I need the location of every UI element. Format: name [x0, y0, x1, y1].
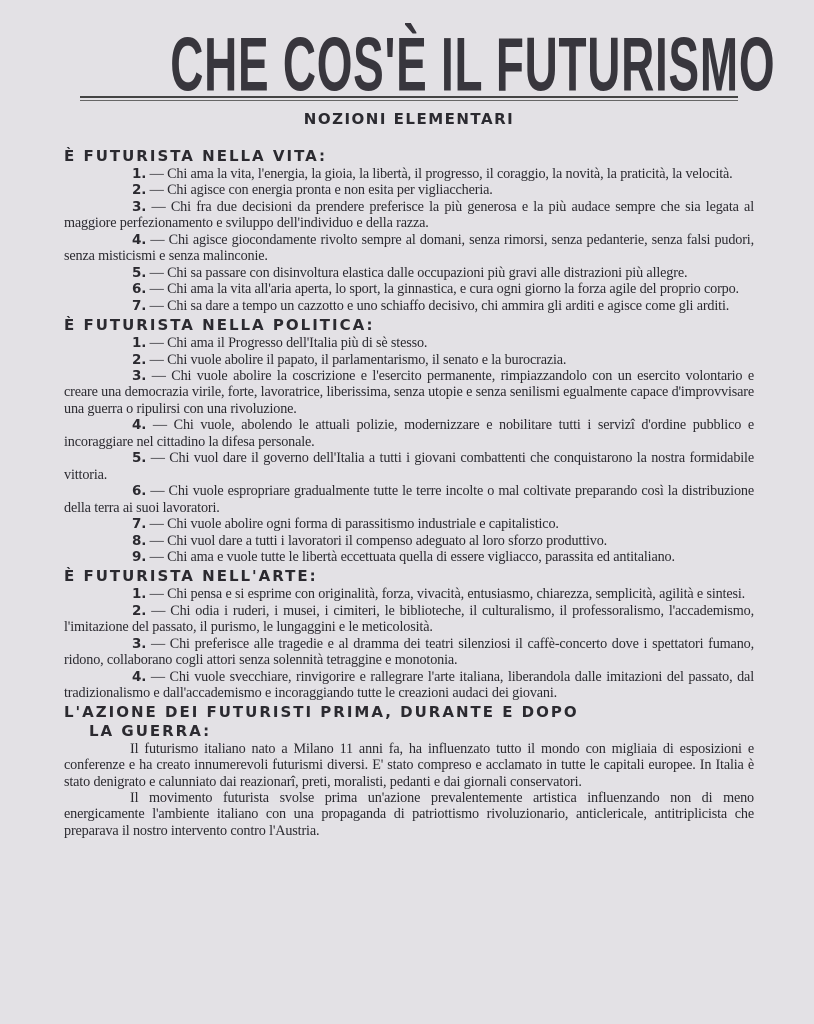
item-text: — Chi ama e vuole tutte le libertà eccettuata quella di essere vigliacco, parassita ed antitaliano.: [146, 548, 675, 565]
poster-subtitle: NOZIONI ELEMENTARI: [303, 110, 515, 128]
item-number: 3.: [132, 367, 147, 384]
list-item: [64, 450, 754, 483]
item-number: 6.: [132, 483, 147, 500]
item-number: 5.: [132, 450, 147, 467]
section-arte: [64, 566, 754, 701]
item-text: — Chi vuole svecchiare, rinvigorire e rallegrare l'arte italiana, liberandola dalle imitazioni del passato, dal tradizionalismo e dall'accademismo e incoraggiando tutte le creazioni audaci dei giovani.: [64, 668, 754, 702]
poster-title: CHE COS'È IL FUTURISMO: [170, 23, 776, 108]
section-heading: L'AZIONE DEI FUTURISTI PRIMA, DURANTE E DOPO LA GUERRA:: [64, 702, 579, 740]
item-text: — Chi ama la vita all'aria aperta, lo sport, la ginnastica, e cura ogni giorno la forza agile del proprio corpo.: [146, 281, 739, 298]
list-item: [64, 232, 754, 265]
list-item: [64, 636, 754, 669]
item-number: 3.: [132, 198, 147, 215]
item-text: — Chi agisce giocondamente rivolto sempre al domani, senza rimorsi, senza pedanterie, senza falsi pudori, senza misticismi e senza malinconie.: [64, 231, 754, 265]
section-azione: [64, 703, 754, 840]
list-item: [64, 549, 754, 565]
poster-body: [64, 146, 754, 840]
item-text: — Chi sa passare con disinvoltura elastica dalle occupazioni più gravi alle distrazioni più allegre.: [146, 264, 688, 281]
list-item: [64, 281, 754, 297]
item-number: 2.: [132, 602, 147, 619]
list-item: [64, 533, 754, 549]
list-item: [64, 199, 754, 232]
section-politica: [64, 315, 754, 565]
item-text: — Chi vuole, abolendo le attuali polizie, modernizzare e nobilitare tutti i servizî d'ordine pubblico e incoraggiare nel cittadino la difesa personale.: [64, 417, 754, 450]
item-text: — Chi ama il Progresso dell'Italia più di sè stesso.: [146, 335, 428, 352]
section-heading: È FUTURISTA NELLA POLITICA:: [64, 316, 375, 335]
item-text: — Chi vuole abolire ogni forma di parassitismo industriale e capitalistico.: [146, 516, 559, 533]
list-item: [64, 417, 754, 450]
item-text: — Chi vuol dare il governo dell'Italia a tutti i giovani combattenti che conquistarono la nostra formidabile vittoria.: [64, 450, 754, 483]
item-number: 4.: [132, 231, 147, 248]
item-number: 6.: [132, 281, 147, 298]
item-number: 4.: [132, 668, 147, 685]
sections: [64, 146, 754, 702]
list-item: [64, 368, 754, 417]
item-text: — Chi agisce con energia pronta e non esita per vigliaccheria.: [146, 182, 493, 199]
list-item: [64, 669, 754, 702]
title-rule: [80, 96, 738, 101]
section-heading: È FUTURISTA NELL'ARTE:: [64, 567, 318, 586]
list-item: [64, 298, 754, 314]
list-item: [64, 603, 754, 636]
item-text: — Chi vuole abolire il papato, il parlamentarismo, il senato e la burocrazia.: [146, 351, 567, 368]
paragraph: Il futurismo italiano nato a Milano 11 anni fa, ha influenzato tutto il mondo con migliaia di esposizioni e conferenze e ha creato innumerevoli futurismi diversi. E' stato compreso e acclamato in tutte le capitali europee. In Italia è stato denigrato e calunniato dai reazionarî, preti, moralisti, pedanti e dai giornali conservatori.: [64, 740, 754, 790]
list-item: [64, 352, 754, 368]
item-text: — Chi preferisce alle tragedie e al dramma dei teatri silenziosi il caffè-concerto dove i spettatori fumano, ridono, collaborano cogli attori senza solennità tetraggine e monotonia.: [64, 635, 754, 669]
list-item: [64, 335, 754, 351]
item-text: — Chi sa dare a tempo un cazzotto e uno schiaffo decisivo, chi ammira gli arditi e agisce come gli arditi.: [146, 297, 730, 314]
item-number: 9.: [132, 548, 147, 565]
list-item: [64, 516, 754, 532]
item-number: 2.: [132, 351, 147, 368]
list-item: [64, 166, 754, 182]
item-text: — Chi pensa e si esprime con originalità, forza, vivacità, entusiasmo, chiarezza, semplicità, agilità e sintesi.: [146, 586, 746, 603]
item-text: — Chi vuol dare a tutti i lavoratori il compenso adeguato al loro sforzo produttivo.: [146, 532, 608, 549]
item-number: 8.: [132, 532, 147, 549]
item-number: 7.: [132, 297, 147, 314]
section-vita: [64, 146, 754, 314]
item-number: 1.: [132, 166, 147, 182]
section-heading: È FUTURISTA NELLA VITA:: [64, 147, 328, 165]
paragraph: Il movimento futurista svolse prima un'azione prevalentemente artistica influenzando non di meno energicamente l'ambiente italiano con una propaganda di patriottismo rivoluzionario, anticlericale, antitriplicista che preparava il nostro intervento contro l'Austria.: [64, 789, 754, 839]
item-number: 1.: [132, 335, 147, 352]
item-number: 4.: [132, 417, 147, 434]
list-item: [64, 483, 754, 516]
list-item: [64, 586, 754, 602]
list-item: [64, 265, 754, 281]
item-text: — Chi vuole espropriare gradualmente tutte le terre incolte o mal coltivate preparando così la distribuzione della terra ai suoi lavoratori.: [64, 483, 754, 516]
item-number: 7.: [132, 516, 147, 533]
item-number: 5.: [132, 264, 147, 281]
item-text: — Chi odia i ruderi, i musei, i cimiteri, le biblioteche, il culturalismo, il professoralismo, l'accademismo, l'imitazione del passato, il purismo, le lungaggini e le meticolosità.: [64, 602, 754, 636]
item-text: — Chi vuole abolire la coscrizione e l'esercito permanente, rimpiazzandolo con un esercito volontario e creare una democrazia virile, forte, lavoratrice, liberissima, senza utopie e senza senilismi egualmente capace d'improvvisare una guerra o ripulirsi con una rivoluzione.: [64, 367, 754, 417]
item-text: — Chi ama la vita, l'energia, la gioia, la libertà, il progresso, il coraggio, la novità, la praticità, la velocità.: [146, 166, 733, 182]
item-number: 1.: [132, 586, 147, 603]
item-number: 3.: [132, 635, 147, 652]
item-text: — Chi fra due decisioni da prendere preferisce la più generosa e la più audace sempre che sia legata al maggiore perfezionamento e sviluppo dell'individuo e della razza.: [64, 198, 754, 232]
item-number: 2.: [132, 182, 147, 199]
list-item: [64, 182, 754, 198]
